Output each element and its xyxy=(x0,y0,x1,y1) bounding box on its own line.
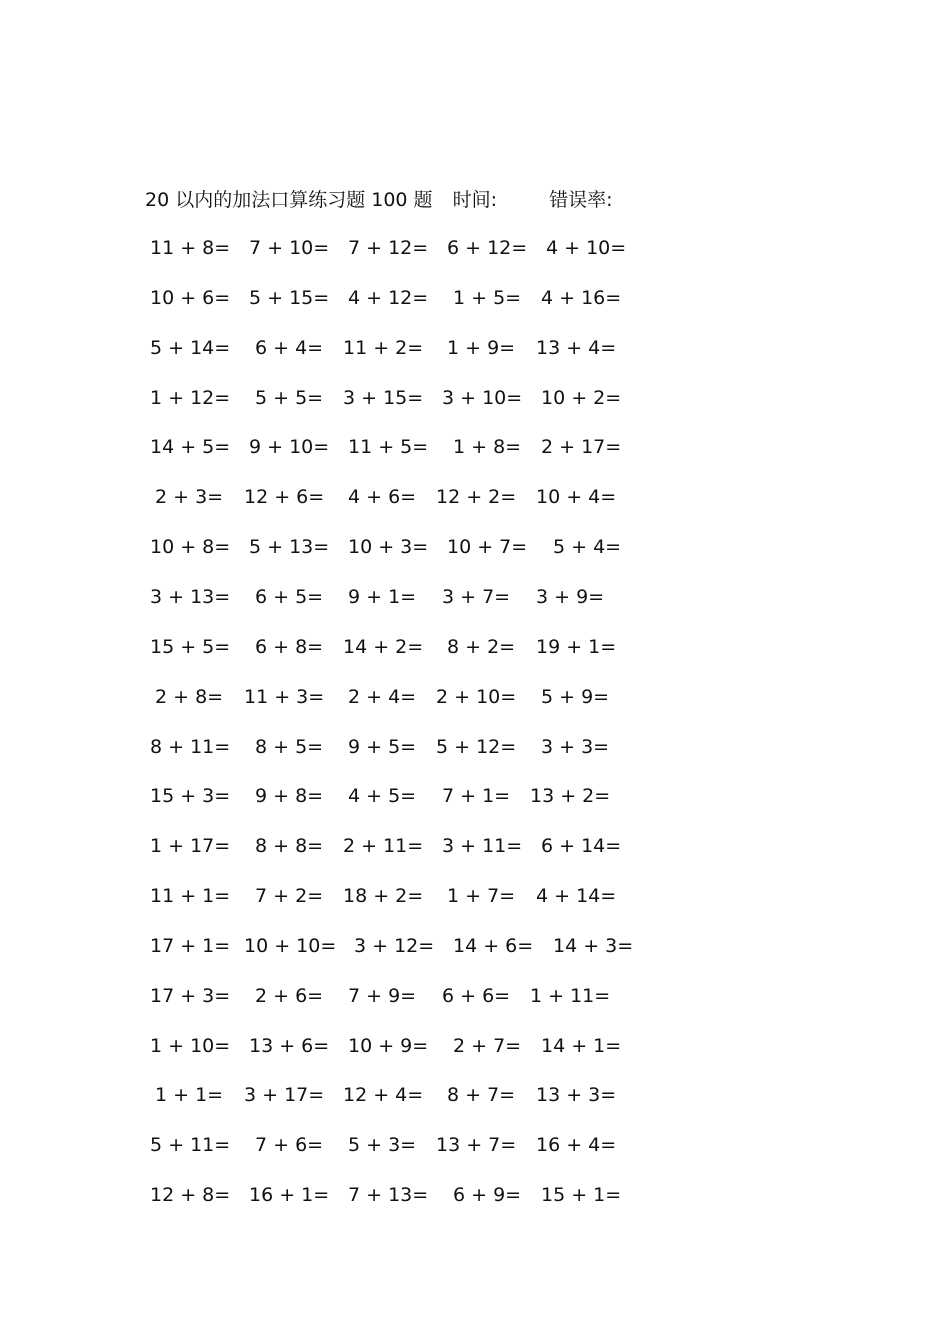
problem-r11-c5: 3 + 3= xyxy=(541,735,610,758)
problem-r8-c2: 6 + 5= xyxy=(255,585,324,608)
problem-r10-c1: 2 + 8= xyxy=(155,685,224,708)
problem-r7-c1: 10 + 8= xyxy=(150,536,231,559)
problem-r1-c1: 11 + 8= xyxy=(150,237,231,259)
problem-r14-c1: 11 + 1= xyxy=(150,885,231,908)
problem-r17-c2: 13 + 6= xyxy=(249,1034,330,1057)
problem-r3-c5: 13 + 4= xyxy=(536,336,617,359)
problem-r13-c1: 1 + 17= xyxy=(150,835,231,858)
problem-r5-c2: 9 + 10= xyxy=(249,436,330,459)
problem-r15-c3: 3 + 12= xyxy=(354,934,435,957)
problem-r20-c1: 12 + 8= xyxy=(150,1184,231,1207)
problem-r19-c4: 13 + 7= xyxy=(436,1134,517,1157)
problem-r2-c5: 4 + 16= xyxy=(541,286,622,309)
problem-r20-c3: 7 + 13= xyxy=(348,1184,429,1207)
problem-r1-c2: 7 + 10= xyxy=(249,237,330,259)
problem-r7-c2: 5 + 13= xyxy=(249,536,330,559)
problem-r14-c5: 4 + 14= xyxy=(536,885,617,908)
problem-r13-c3: 2 + 11= xyxy=(343,835,424,858)
problem-r5-c4: 1 + 8= xyxy=(453,436,522,459)
problem-r17-c5: 14 + 1= xyxy=(541,1034,622,1057)
problem-r20-c4: 6 + 9= xyxy=(453,1184,522,1207)
problem-r4-c2: 5 + 5= xyxy=(255,386,324,409)
problem-r6-c2: 12 + 6= xyxy=(244,486,325,509)
problem-r15-c5: 14 + 3= xyxy=(553,934,634,957)
problem-r2-c3: 4 + 12= xyxy=(348,286,429,309)
problem-r5-c1: 14 + 5= xyxy=(150,436,231,459)
problem-r16-c5: 1 + 11= xyxy=(530,984,611,1007)
problem-r10-c2: 11 + 3= xyxy=(244,685,325,708)
problem-r7-c4: 10 + 7= xyxy=(447,536,528,559)
error-rate-label: 错误率: xyxy=(549,189,613,211)
problem-r1-c3: 7 + 12= xyxy=(348,237,429,259)
problem-r11-c1: 8 + 11= xyxy=(150,735,231,758)
worksheet-title: 20 以内的加法口算练习题 100 题 xyxy=(145,189,433,211)
problem-r10-c4: 2 + 10= xyxy=(436,685,517,708)
problem-r18-c4: 8 + 7= xyxy=(447,1084,516,1107)
problem-r15-c1: 17 + 1= xyxy=(150,934,231,957)
problem-r10-c5: 5 + 9= xyxy=(541,685,610,708)
problem-r2-c4: 1 + 5= xyxy=(453,286,522,309)
problem-r6-c1: 2 + 3= xyxy=(155,486,224,509)
problem-r2-c2: 5 + 15= xyxy=(249,286,330,309)
problem-r12-c2: 9 + 8= xyxy=(255,785,324,808)
problem-r19-c3: 5 + 3= xyxy=(348,1134,417,1157)
problem-r11-c3: 9 + 5= xyxy=(348,735,417,758)
problem-r19-c5: 16 + 4= xyxy=(536,1134,617,1157)
problem-r12-c1: 15 + 3= xyxy=(150,785,231,808)
problem-r6-c3: 4 + 6= xyxy=(348,486,417,509)
problem-r13-c4: 3 + 11= xyxy=(442,835,523,858)
problem-r5-c5: 2 + 17= xyxy=(541,436,622,459)
problem-r19-c2: 7 + 6= xyxy=(255,1134,324,1157)
problem-r9-c5: 19 + 1= xyxy=(536,635,617,658)
problem-r16-c4: 6 + 6= xyxy=(442,984,511,1007)
problem-r8-c1: 3 + 13= xyxy=(150,585,231,608)
problem-r9-c2: 6 + 8= xyxy=(255,635,324,658)
problem-r12-c5: 13 + 2= xyxy=(530,785,611,808)
problem-r1-c4: 6 + 12= xyxy=(447,237,528,259)
problem-r11-c2: 8 + 5= xyxy=(255,735,324,758)
problem-r16-c1: 17 + 3= xyxy=(150,984,231,1007)
problem-r17-c4: 2 + 7= xyxy=(453,1034,522,1057)
problem-r10-c3: 2 + 4= xyxy=(348,685,417,708)
time-label: 时间: xyxy=(452,189,498,211)
problem-r18-c5: 13 + 3= xyxy=(536,1084,617,1107)
problem-r4-c5: 10 + 2= xyxy=(541,386,622,409)
problem-r3-c4: 1 + 9= xyxy=(447,336,516,359)
problem-r14-c3: 18 + 2= xyxy=(343,885,424,908)
problem-r8-c5: 3 + 9= xyxy=(536,585,605,608)
problem-r6-c4: 12 + 2= xyxy=(436,486,517,509)
problem-r12-c4: 7 + 1= xyxy=(442,785,511,808)
problem-r13-c5: 6 + 14= xyxy=(541,835,622,858)
problem-r17-c1: 1 + 10= xyxy=(150,1034,231,1057)
problem-r19-c1: 5 + 11= xyxy=(150,1134,231,1157)
problem-r1-c5: 4 + 10= xyxy=(546,237,627,259)
problem-r8-c4: 3 + 7= xyxy=(442,585,511,608)
problem-r17-c3: 10 + 9= xyxy=(348,1034,429,1057)
problem-r5-c3: 11 + 5= xyxy=(348,436,429,459)
problem-r15-c2: 10 + 10= xyxy=(244,934,337,957)
problem-r9-c3: 14 + 2= xyxy=(343,635,424,658)
problem-r6-c5: 10 + 4= xyxy=(536,486,617,509)
problem-r16-c2: 2 + 6= xyxy=(255,984,324,1007)
problem-r7-c5: 5 + 4= xyxy=(553,536,622,559)
problem-r16-c3: 7 + 9= xyxy=(348,984,417,1007)
problem-r11-c4: 5 + 12= xyxy=(436,735,517,758)
problem-r3-c1: 5 + 14= xyxy=(150,336,231,359)
problem-r9-c4: 8 + 2= xyxy=(447,635,516,658)
problem-r20-c2: 16 + 1= xyxy=(249,1184,330,1207)
problem-r18-c3: 12 + 4= xyxy=(343,1084,424,1107)
problem-r20-c5: 15 + 1= xyxy=(541,1184,622,1207)
problem-r3-c2: 6 + 4= xyxy=(255,336,324,359)
problem-r4-c3: 3 + 15= xyxy=(343,386,424,409)
problem-r18-c1: 1 + 1= xyxy=(155,1084,224,1107)
problem-r12-c3: 4 + 5= xyxy=(348,785,417,808)
problem-r14-c4: 1 + 7= xyxy=(447,885,516,908)
problem-r9-c1: 15 + 5= xyxy=(150,635,231,658)
problem-r2-c1: 10 + 6= xyxy=(150,286,231,309)
problem-r4-c4: 3 + 10= xyxy=(442,386,523,409)
problem-r15-c4: 14 + 6= xyxy=(453,934,534,957)
problem-r13-c2: 8 + 8= xyxy=(255,835,324,858)
problem-r18-c2: 3 + 17= xyxy=(244,1084,325,1107)
problem-r14-c2: 7 + 2= xyxy=(255,885,324,908)
problem-r3-c3: 11 + 2= xyxy=(343,336,424,359)
problem-r4-c1: 1 + 12= xyxy=(150,386,231,409)
problem-r8-c3: 9 + 1= xyxy=(348,585,417,608)
problem-r7-c3: 10 + 3= xyxy=(348,536,429,559)
